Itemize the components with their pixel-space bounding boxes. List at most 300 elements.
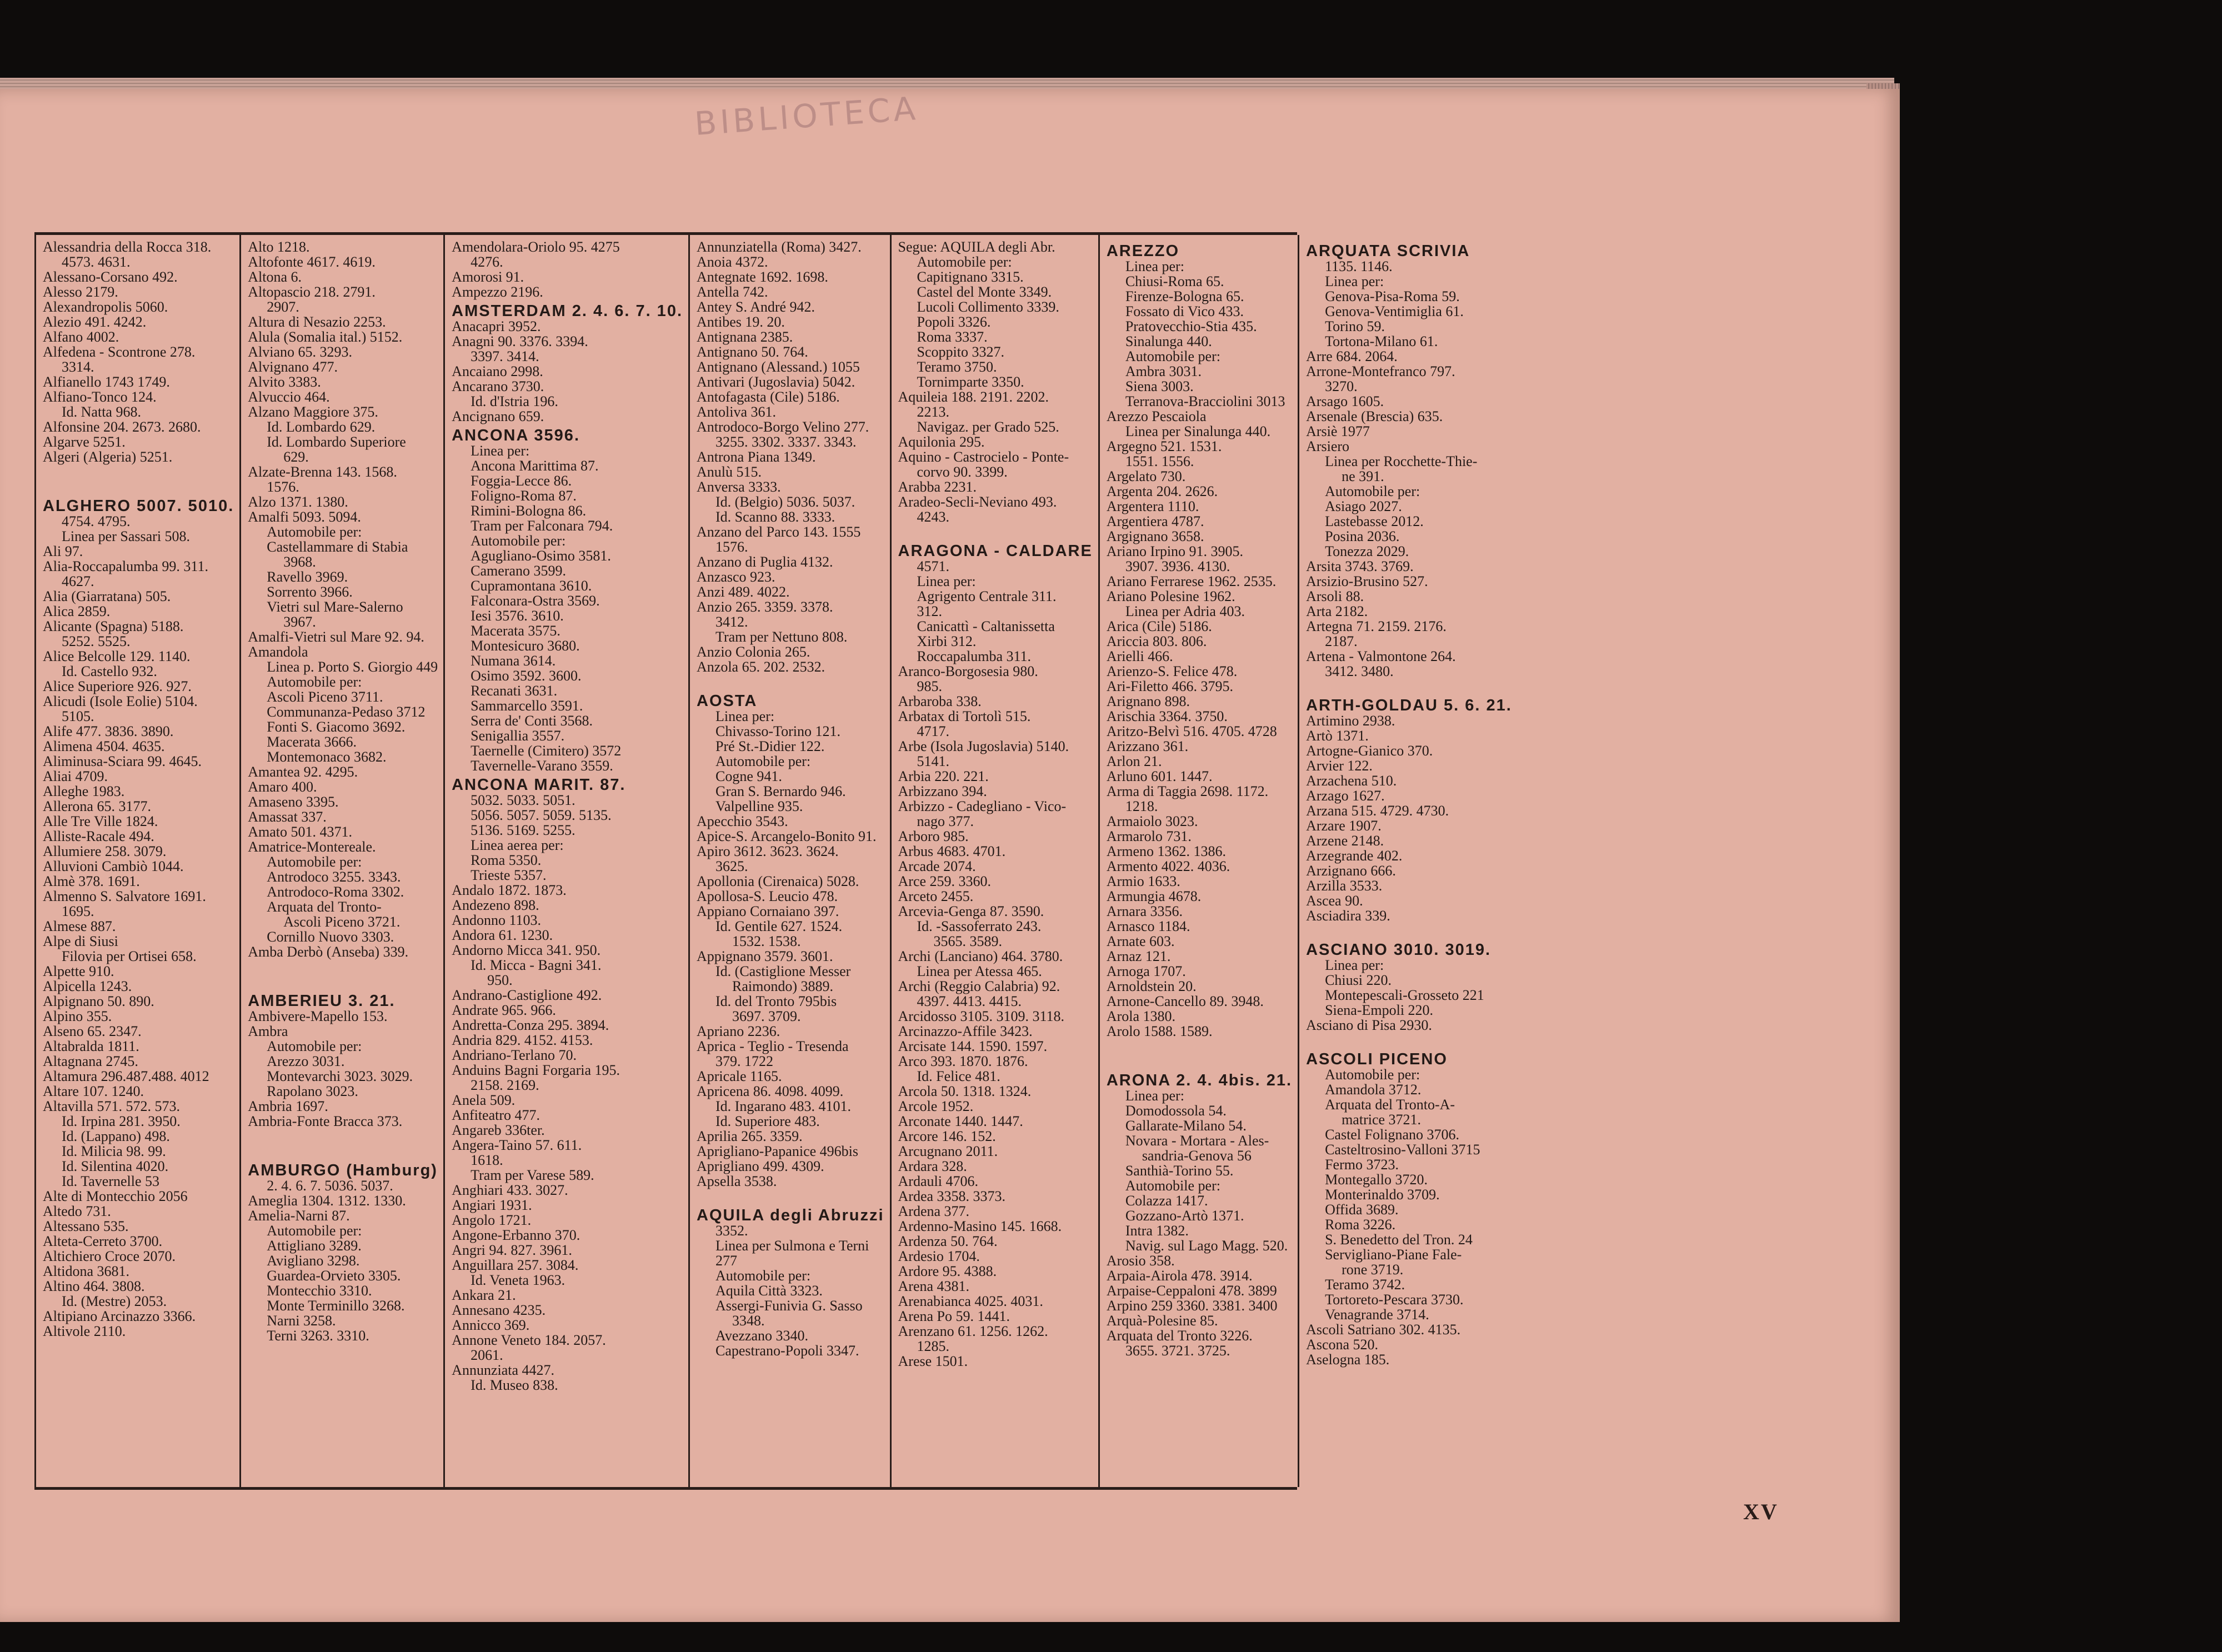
- index-entry: Agugliano-Osimo 3581.: [471, 548, 611, 564]
- index-entry: Avezzano 3340.: [715, 1328, 809, 1344]
- index-entry: Annone Veneto 184. 2057.: [452, 1332, 606, 1348]
- index-entry: Ambivere-Mapello 153.: [248, 1008, 388, 1024]
- index-entry: Arcola 50. 1318. 1324.: [898, 1083, 1032, 1099]
- index-entry: matrice 3721.: [1342, 1112, 1422, 1128]
- index-entry: Automobile per:: [471, 533, 566, 549]
- index-entry: Ardea 3358. 3373.: [898, 1188, 1006, 1204]
- index-entry: Id. Superiore 483.: [715, 1113, 820, 1129]
- index-entry: Artegna 71. 2159. 2176.: [1306, 618, 1447, 634]
- index-entry: Gozzano-Artò 1371.: [1125, 1208, 1244, 1224]
- index-entry: Altopascio 218. 2791.: [248, 284, 376, 300]
- index-entry: Alpino 355.: [43, 1008, 112, 1024]
- index-entry: S. Benedetto del Tron. 24: [1325, 1232, 1473, 1248]
- index-entry: Aritzo-Belvì 516. 4705. 4728: [1106, 723, 1277, 739]
- index-entry: Teramo 3742.: [1325, 1276, 1405, 1293]
- index-entry: 629.: [283, 449, 309, 465]
- index-heading: ALGHERO 5007. 5010.: [43, 497, 234, 515]
- index-entry: Altivole 2110.: [43, 1323, 126, 1339]
- index-entry: Altino 464. 3808.: [43, 1278, 145, 1294]
- index-entry: Id. (Lappano) 498.: [62, 1128, 170, 1144]
- index-entry: Andezeno 898.: [452, 897, 539, 913]
- index-entry: Tram per Varese 589.: [471, 1167, 594, 1183]
- index-entry: Arcidosso 3105. 3109. 3118.: [898, 1008, 1064, 1024]
- index-entry: nago 377.: [917, 813, 974, 829]
- index-entry: Arnoldstein 20.: [1106, 978, 1197, 994]
- index-entry: 2907.: [267, 299, 299, 315]
- index-entry: Arizzano 361.: [1106, 738, 1189, 754]
- index-entry: Senigallia 3557.: [471, 728, 565, 744]
- index-entry: Angera-Taino 57. 611.: [452, 1137, 582, 1153]
- index-entry: 2187.: [1325, 633, 1358, 649]
- index-entry: Ankara 21.: [452, 1287, 516, 1303]
- index-entry: Alia (Giarratana) 505.: [43, 588, 171, 604]
- index-entry: Terranova-Bracciolini 3013: [1125, 393, 1285, 409]
- index-entry: Apecchio 3543.: [697, 813, 788, 829]
- index-entry: Communanza-Pedaso 3712: [267, 704, 426, 720]
- index-entry: Arsita 3743. 3769.: [1306, 558, 1414, 574]
- index-entry: Torino 59.: [1325, 318, 1385, 334]
- index-entry: Casteltrosino-Valloni 3715: [1325, 1142, 1480, 1158]
- index-entry: Ariccia 803. 806.: [1106, 633, 1207, 649]
- index-entry: Antrodoco-Borgo Velino 277.: [697, 419, 869, 435]
- index-entry: Arpino 259 3360. 3381. 3400: [1106, 1298, 1278, 1314]
- index-entry: Anoia 4372.: [697, 254, 768, 270]
- index-entry: Xirbi 312.: [917, 633, 977, 649]
- index-entry: Alpette 910.: [43, 963, 114, 979]
- index-entry: Arbus 4683. 4701.: [898, 843, 1006, 859]
- index-heading: ARAGONA - CALDARE: [898, 542, 1093, 560]
- spacer: [248, 1144, 438, 1159]
- index-entry: Aradeo-Secli-Neviano 493.: [898, 494, 1057, 510]
- index-entry: Id. Micca - Bagni 341.: [471, 957, 602, 973]
- index-entry: 3255. 3302. 3337. 3343.: [715, 434, 857, 450]
- index-entry: Arola 1380.: [1106, 1008, 1176, 1024]
- index-entry: Id. Museo 838.: [471, 1377, 558, 1393]
- index-entry: 3565. 3589.: [933, 933, 1003, 949]
- index-entry: Arzegrande 402.: [1306, 848, 1403, 864]
- spacer: [1306, 923, 1512, 938]
- index-entry: Colazza 1417.: [1125, 1193, 1208, 1209]
- index-entry: Chiusi-Roma 65.: [1125, 273, 1224, 289]
- index-entry: Fonti S. Giacomo 3692.: [267, 719, 406, 735]
- index-entry: Amalfi 5093. 5094.: [248, 509, 361, 525]
- index-entry: Altessano 535.: [43, 1218, 129, 1234]
- index-entry: Arcore 146. 152.: [898, 1128, 996, 1144]
- spacer: [43, 464, 234, 479]
- index-entry: Montevarchi 3023. 3029.: [267, 1068, 413, 1084]
- index-entry: Linea per:: [917, 573, 976, 589]
- index-entry: Antoliva 361.: [697, 404, 776, 420]
- index-heading: ARQUATA SCRIVIA: [1306, 242, 1470, 260]
- index-entry: Fossato di Vico 433.: [1125, 303, 1244, 319]
- index-entry: Arcevia-Genga 87. 3590.: [898, 903, 1044, 919]
- index-entry: 985.: [917, 678, 943, 694]
- index-entry: Amassat 337.: [248, 809, 327, 825]
- index-entry: Arzene 2148.: [1306, 833, 1384, 849]
- index-entry: Argegno 521. 1531.: [1106, 438, 1222, 454]
- index-entry: Andonno 1103.: [452, 912, 541, 928]
- index-entry: Andalo 1872. 1873.: [452, 882, 567, 898]
- index-entry: Alzate-Brenna 143. 1568.: [248, 464, 397, 480]
- index-entry: Annunziata 4427.: [452, 1362, 555, 1378]
- index-entry: Argignano 3658.: [1106, 528, 1204, 544]
- index-entry: Alzano Maggiore 375.: [248, 404, 378, 420]
- index-entry: Alto 1218.: [248, 239, 310, 255]
- index-entry: Antivari (Jugoslavia) 5042.: [697, 374, 855, 390]
- index-entry: 1618.: [471, 1152, 503, 1168]
- index-entry: 3625.: [715, 858, 748, 874]
- index-entry: Novara - Mortara - Ales-: [1125, 1133, 1269, 1149]
- index-entry: Rimini-Bologna 86.: [471, 503, 587, 519]
- index-entry: Aquilonia 295.: [898, 434, 985, 450]
- index-entry: Alfianello 1743 1749.: [43, 374, 170, 390]
- index-entry: Automobile per:: [267, 674, 362, 690]
- index-entry: Arsizio-Brusino 527.: [1306, 573, 1428, 589]
- index-entry: Ariano Irpino 91. 3905.: [1106, 543, 1244, 559]
- index-entry: Alte di Montecchio 2056: [43, 1188, 188, 1204]
- index-entry: Argentiera 4787.: [1106, 513, 1204, 529]
- index-entry: 3397. 3414.: [471, 348, 539, 364]
- index-entry: Automobile per:: [1125, 1178, 1220, 1194]
- index-entry: Alzo 1371. 1380.: [248, 494, 348, 510]
- index-entry: Appignano 3579. 3601.: [697, 948, 833, 964]
- index-entry: Ancarano 3730.: [452, 378, 544, 394]
- index-entry: Amandola 3712.: [1325, 1082, 1422, 1098]
- index-entry: Anzi 489. 4022.: [697, 584, 790, 600]
- index-entry: Lucoli Collimento 3339.: [917, 299, 1059, 315]
- index-entry: Automobile per:: [267, 524, 362, 540]
- index-entry: Amalfi-Vietri sul Mare 92. 94.: [248, 629, 424, 645]
- index-entry: 2213.: [917, 404, 950, 420]
- index-entry: Ardesio 1704.: [898, 1248, 980, 1264]
- index-entry: Arnone-Cancello 89. 3948.: [1106, 993, 1264, 1009]
- index-entry: Ardenza 50. 764.: [898, 1233, 998, 1249]
- index-entry: Anversa 3333.: [697, 479, 781, 495]
- index-entry: Arvier 122.: [1306, 758, 1373, 774]
- index-entry: Capitignano 3315.: [917, 269, 1024, 285]
- index-entry: Linea per Rocchette-Thie-: [1325, 453, 1478, 469]
- index-entry: Arcisate 144. 1590. 1597.: [898, 1038, 1048, 1054]
- index-entry: Pratovecchio-Stia 435.: [1125, 318, 1257, 334]
- index-entry: Artogne-Gianico 370.: [1306, 743, 1433, 759]
- index-entry: Arese 1501.: [898, 1353, 968, 1369]
- index-entry: Armeno 1362. 1386.: [1106, 843, 1227, 859]
- index-entry: Chiusi 220.: [1325, 972, 1392, 988]
- index-entry: Guardea-Orvieto 3305.: [267, 1268, 401, 1284]
- index-entry: Ariano Polesine 1962.: [1106, 588, 1235, 604]
- index-heading: AMBERIEU 3. 21.: [248, 992, 396, 1010]
- index-entry: Macerata 3666.: [267, 734, 357, 750]
- index-entry: Algarve 5251.: [43, 434, 126, 450]
- index-entry: 1576.: [267, 479, 299, 495]
- index-entry: Arienzo-S. Felice 478.: [1106, 663, 1238, 679]
- index-entry: Agrigento Centrale 311.: [917, 588, 1057, 604]
- index-entry: Osimo 3592. 3600.: [471, 668, 582, 684]
- index-entry: Id. Lombardo Superiore: [267, 434, 406, 450]
- index-entry: Servigliano-Piane Fale-: [1325, 1246, 1462, 1263]
- index-entry: Ariano Ferrarese 1962. 2535.: [1106, 573, 1277, 589]
- index-entry: Anela 509.: [452, 1092, 516, 1108]
- index-entry: Ascona 520.: [1306, 1336, 1379, 1353]
- index-entry: Serra de' Conti 3568.: [471, 713, 593, 729]
- index-entry: Fermo 3723.: [1325, 1157, 1399, 1173]
- index-entry: Altona 6.: [248, 269, 302, 285]
- index-entry: Arzachena 510.: [1306, 773, 1397, 789]
- index-entry: Arnoga 1707.: [1106, 963, 1186, 979]
- index-entry: Ancona Marittima 87.: [471, 458, 599, 474]
- index-entry: Alvuccio 464.: [248, 389, 330, 405]
- index-entry: 277: [715, 1253, 737, 1269]
- index-entry: 2158. 2169.: [471, 1077, 539, 1093]
- index-entry: 5252. 5525.: [62, 633, 131, 649]
- index-entry: Antofagasta (Cile) 5186.: [697, 389, 840, 405]
- index-entry: Monterinaldo 3709.: [1325, 1187, 1440, 1203]
- index-entry: Arcole 1952.: [898, 1098, 974, 1114]
- index-entry: Roccapalumba 311.: [917, 648, 1032, 664]
- index-entry: Asciadira 339.: [1306, 908, 1390, 924]
- index-entry: Ascea 90.: [1306, 893, 1363, 909]
- index-entry: Alpicella 1243.: [43, 978, 132, 994]
- spacer: [43, 479, 234, 494]
- index-entry: Arnasco 1184.: [1106, 918, 1190, 934]
- index-entry: Alicudi (Isole Eolie) 5104.: [43, 693, 198, 709]
- index-entry: Almenno S. Salvatore 1691.: [43, 888, 206, 904]
- index-entry: Alfiano-Tonco 124.: [43, 389, 157, 405]
- index-entry: Amandola: [248, 644, 308, 660]
- index-column-1: [36, 235, 241, 1487]
- index-entry: Alle Tre Ville 1824.: [43, 813, 158, 829]
- index-heading: ASCIANO 3010. 3019.: [1306, 941, 1492, 959]
- index-entry: Alesso 2179.: [43, 284, 118, 300]
- index-entry: Ancaiano 2998.: [452, 363, 543, 379]
- index-entry: Chivasso-Torino 121.: [715, 723, 840, 739]
- index-entry: Arsenale (Brescia) 635.: [1306, 408, 1443, 424]
- index-entry: Antrodoco-Roma 3302.: [267, 884, 404, 900]
- index-entry: Aselogna 185.: [1306, 1351, 1390, 1368]
- index-entry: Arsiè 1977: [1306, 423, 1370, 439]
- index-entry: Amatrice-Montereale.: [248, 839, 376, 855]
- index-entry: Apice-S. Arcangelo-Bonito 91.: [697, 828, 877, 844]
- spacer: [697, 674, 884, 689]
- index-column-3: [445, 235, 690, 1487]
- index-entry: Amelia-Narni 87.: [248, 1208, 350, 1224]
- index-entry: Montecchio 3310.: [267, 1283, 372, 1299]
- index-entry: Narni 3258.: [267, 1313, 336, 1329]
- index-entry: Arzare 1907.: [1306, 818, 1382, 834]
- index-entry: Arcinazzo-Affile 3423.: [898, 1023, 1033, 1039]
- index-entry: Ascoli Piceno 3711.: [267, 689, 383, 705]
- index-entry: 4573. 4631.: [62, 254, 131, 270]
- index-entry: Andretta-Conza 295. 3894.: [452, 1017, 609, 1033]
- index-entry: Argelato 730.: [1106, 468, 1186, 484]
- index-entry: 3348.: [732, 1313, 765, 1329]
- index-entry: 4276.: [471, 254, 503, 270]
- index-entry: Roma 3337.: [917, 329, 988, 345]
- index-entry: Armento 4022. 4036.: [1106, 858, 1230, 874]
- index-entry: 3270.: [1325, 378, 1358, 394]
- index-entry: Almè 378. 1691.: [43, 873, 140, 889]
- index-entry: 1551. 1556.: [1125, 453, 1194, 469]
- index-entry: Navigaz. per Grado 525.: [917, 419, 1059, 435]
- index-entry: 4754. 4795.: [62, 513, 131, 529]
- index-entry: Automobile per:: [1325, 1067, 1420, 1083]
- index-entry: Id. del Tronto 795bis: [715, 993, 837, 1009]
- index-entry: Arbe (Isola Jugoslavia) 5140.: [898, 738, 1069, 754]
- index-entry: Aquileia 188. 2191. 2202.: [898, 389, 1049, 405]
- spacer: [898, 524, 1093, 539]
- index-entry: Venagrande 3714.: [1325, 1306, 1429, 1323]
- index-entry: Alfano 4002.: [43, 329, 119, 345]
- index-entry: Artimino 2938.: [1306, 713, 1395, 729]
- index-entry: Id. Scanno 88. 3333.: [715, 509, 835, 525]
- index-heading: AQUILA degli Abruzzi: [697, 1207, 884, 1224]
- index-entry: Alia-Roccapalumba 99. 311.: [43, 558, 208, 574]
- index-entry: Sammarcello 3591.: [471, 698, 583, 714]
- index-entry: Arenabianca 4025. 4031.: [898, 1293, 1043, 1309]
- index-entry: Antella 742.: [697, 284, 768, 300]
- index-entry: Id. Irpina 281. 3950.: [62, 1113, 181, 1129]
- index-entry: Avigliano 3298.: [267, 1253, 360, 1269]
- index-entry: Linea per Sinalunga 440.: [1125, 423, 1271, 439]
- index-entry: Arbizzo - Cadegliano - Vico-: [898, 798, 1067, 814]
- index-entry: Arielli 466.: [1106, 648, 1173, 664]
- index-entry: Montesicuro 3680.: [471, 638, 580, 654]
- index-column-6: [1100, 235, 1299, 1487]
- index-entry: 2061.: [471, 1347, 503, 1363]
- index-entry: Apollonia (Cirenaica) 5028.: [697, 873, 859, 889]
- index-entry: Ascoli Piceno 3721.: [283, 914, 401, 930]
- index-entry: Arsiero: [1306, 438, 1350, 454]
- index-entry: Antey S. André 942.: [697, 299, 815, 315]
- index-heading: ARTH-GOLDAU 5. 6. 21.: [1306, 697, 1512, 714]
- index-entry: Castel Folignano 3706.: [1325, 1127, 1460, 1143]
- index-entry: Tortona-Milano 61.: [1325, 333, 1438, 349]
- index-entry: Automobile per:: [267, 854, 362, 870]
- index-entry: Id. Felice 481.: [917, 1068, 1000, 1084]
- index-entry: Ari-Filetto 466. 3795.: [1106, 678, 1234, 694]
- index-entry: Armungia 4678.: [1106, 888, 1202, 904]
- index-entry: 950.: [487, 972, 513, 988]
- index-entry: Rapolano 3023.: [267, 1083, 358, 1099]
- index-entry: Tram per Nettuno 808.: [715, 629, 848, 645]
- index-entry: Id. (Castiglione Messer: [715, 963, 851, 979]
- index-entry: Camerano 3599.: [471, 563, 567, 579]
- index-entry: Arolo 1588. 1589.: [1106, 1023, 1213, 1039]
- index-entry: Arpaise-Ceppaloni 478. 3899: [1106, 1283, 1277, 1299]
- index-heading: ANCONA MARIT. 87.: [452, 776, 626, 794]
- index-entry: Altedo 731.: [43, 1203, 111, 1219]
- index-entry: Id. Lombardo 629.: [267, 419, 376, 435]
- index-entry: Antrona Piana 1349.: [697, 449, 816, 465]
- index-entry: Alicante (Spagna) 5188.: [43, 618, 184, 634]
- index-entry: Alezio 491. 4242.: [43, 314, 147, 330]
- index-entry: Apriano 2236.: [697, 1023, 780, 1039]
- index-entry: Santhià-Torino 55.: [1125, 1163, 1234, 1179]
- index-entry: Angone-Erbanno 370.: [452, 1227, 580, 1243]
- index-entry: 4397. 4413. 4415.: [917, 993, 1022, 1009]
- index-entry: Alimena 4504. 4635.: [43, 738, 165, 754]
- index-entry: Altidona 3681.: [43, 1263, 129, 1279]
- index-entry: Alliste-Racale 494.: [43, 828, 154, 844]
- index-entry: Altamura 296.487.488. 4012: [43, 1068, 209, 1084]
- index-entry: Alife 477. 3836. 3890.: [43, 723, 174, 739]
- index-entry: Archi (Reggio Calabria) 92.: [898, 978, 1060, 994]
- index-entry: Castellammare di Stabia: [267, 539, 408, 555]
- index-entry: Alvignano 477.: [248, 359, 338, 375]
- index-entry: 379. 1722: [715, 1053, 773, 1069]
- index-entry: Ambra 3031.: [1125, 363, 1202, 379]
- index-entry: 4243.: [917, 509, 950, 525]
- index-entry: Ameglia 1304. 1312. 1330.: [248, 1193, 406, 1209]
- index-entry: Id. Castello 932.: [62, 663, 157, 679]
- index-entry: Antrodoco 3255. 3343.: [267, 869, 401, 885]
- index-entry: sandria-Genova 56: [1142, 1148, 1252, 1164]
- index-entry: Arcade 2074.: [898, 858, 976, 874]
- index-entry: Arabba 2231.: [898, 479, 977, 495]
- index-entry: Cornillo Nuovo 3303.: [267, 929, 394, 945]
- index-entry: Angolo 1721.: [452, 1212, 532, 1228]
- index-entry: Arena 4381.: [898, 1278, 970, 1294]
- index-entry: Anzano del Parco 143. 1555: [697, 524, 861, 540]
- index-entry: Id. Silentina 4020.: [62, 1158, 169, 1174]
- index-heading: ASCOLI PICENO: [1306, 1050, 1448, 1068]
- index-entry: Tornimparte 3350.: [917, 374, 1024, 390]
- index-entry: Amato 501. 4371.: [248, 824, 353, 840]
- index-entry: Antibes 19. 20.: [697, 314, 785, 330]
- index-entry: Arzignano 666.: [1306, 863, 1396, 879]
- index-entry: Alice Superiore 926. 927.: [43, 678, 192, 694]
- index-entry: Numana 3614.: [471, 653, 556, 669]
- index-entry: Altagnana 2745.: [43, 1053, 138, 1069]
- index-entry: Genova-Pisa-Roma 59.: [1325, 288, 1460, 304]
- index-entry: Anghiari 433. 3027.: [452, 1182, 568, 1198]
- index-entry: Arquata del Tronto-A-: [1325, 1097, 1455, 1113]
- index-entry: Anguillara 257. 3084.: [452, 1257, 579, 1273]
- index-entry: Alica 2859.: [43, 603, 111, 619]
- index-entry: Siena-Empoli 220.: [1325, 1002, 1434, 1018]
- index-entry: Almese 887.: [43, 918, 116, 934]
- index-entry: Genova-Ventimiglia 61.: [1325, 303, 1464, 319]
- index-column-2: [241, 235, 445, 1487]
- index-entry: 3697. 3709.: [732, 1008, 801, 1024]
- index-entry: Aquila Città 3323.: [715, 1283, 823, 1299]
- index-entry: Anagni 90. 3376. 3394.: [452, 333, 588, 349]
- index-entry: Montepescali-Grosseto 221: [1325, 987, 1484, 1003]
- index-entry: Macerata 3575.: [471, 623, 560, 639]
- index-entry: Altichiero Croce 2070.: [43, 1248, 176, 1264]
- index-entry: Apsella 3538.: [697, 1173, 777, 1189]
- index-entry: Id. Tavernelle 53: [62, 1173, 160, 1189]
- index-entry: Anzasco 923.: [697, 569, 775, 585]
- index-entry: Arceto 2455.: [898, 888, 974, 904]
- spacer: [248, 959, 438, 974]
- index-heading: ANCONA 3596.: [452, 427, 580, 444]
- index-entry: Arica (Cile) 5186.: [1106, 618, 1212, 634]
- index-entry: Teramo 3750.: [917, 359, 997, 375]
- index-entry: Foligno-Roma 87.: [471, 488, 577, 504]
- index-entry: Arezzo 3031.: [267, 1053, 345, 1069]
- index-entry: Arbatax di Tortolì 515.: [898, 708, 1031, 724]
- index-entry: Angiari 1931.: [452, 1197, 532, 1213]
- index-entry: Altofonte 4617. 4619.: [248, 254, 376, 270]
- index-entry: 1285.: [917, 1338, 950, 1354]
- index-entry: 2. 4. 6. 7. 5036. 5037.: [267, 1178, 393, 1194]
- spacer: [248, 1129, 438, 1144]
- index-entry: Anzio 265. 3359. 3378.: [697, 599, 833, 615]
- index-entry: Apollosa-S. Leucio 478.: [697, 888, 838, 904]
- index-entry: Annicco 369.: [452, 1317, 530, 1333]
- index-entry: Intra 1382.: [1125, 1223, 1189, 1239]
